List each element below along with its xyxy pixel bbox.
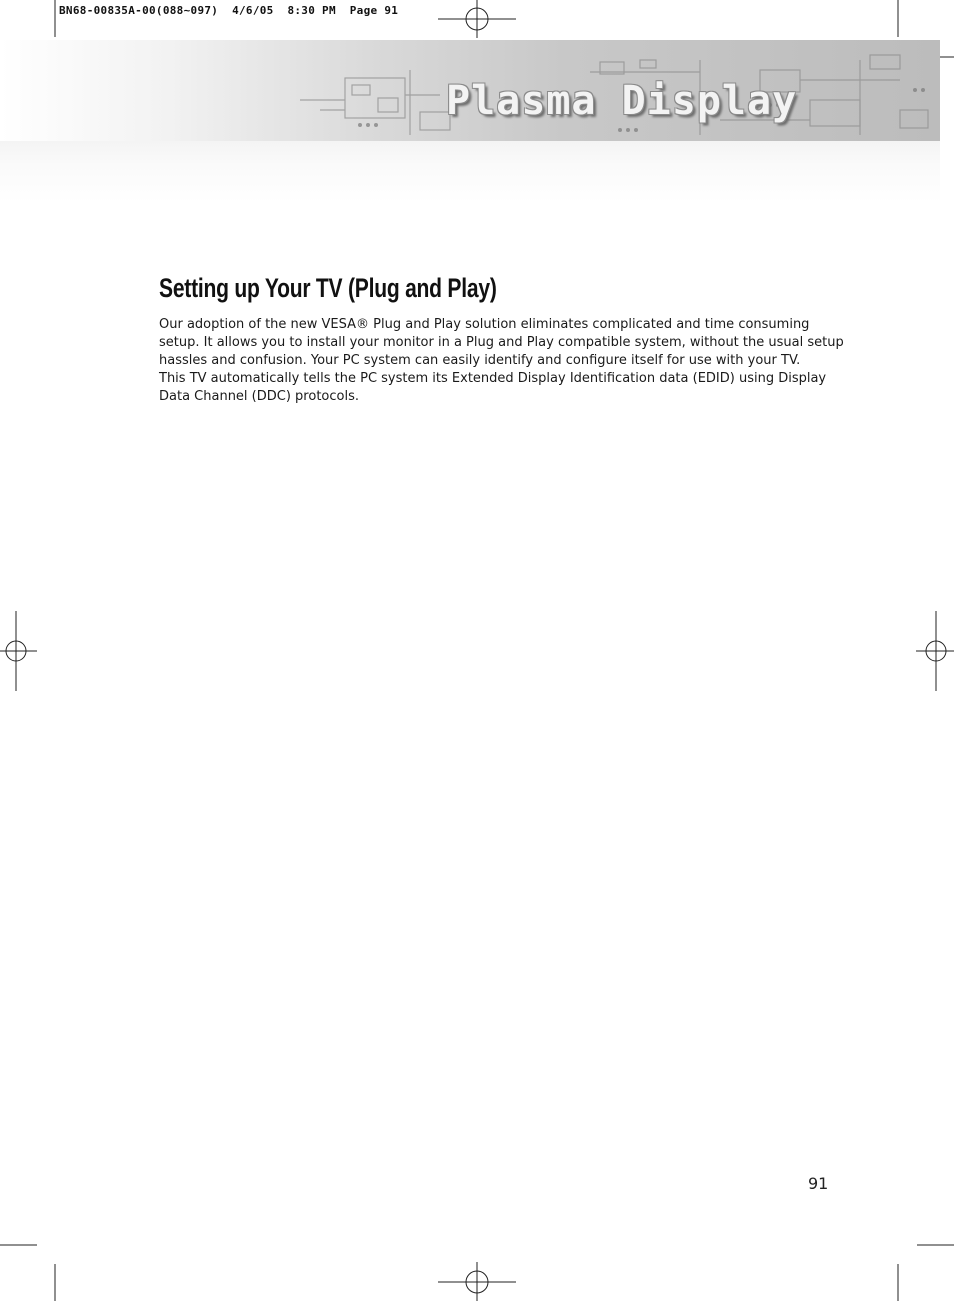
body-line: setup. It allows you to install your monitor in a Plug and Play compatible system, without the usual setup	[159, 335, 844, 350]
banner-title: Plasma Display	[446, 78, 798, 124]
body-line: Our adoption of the new VESA® Plug and Play solution eliminates complicated and time consuming	[159, 317, 810, 332]
registration-target-right	[916, 611, 954, 691]
body-line: hassles and confusion. Your PC system can easily identify and configure itself for use with your TV.	[159, 353, 801, 368]
registration-target-bottom	[438, 1262, 516, 1301]
section-body	[159, 316, 849, 406]
page-number: 91	[808, 1174, 829, 1193]
registration-target-left	[0, 611, 37, 691]
banner-fade	[0, 141, 940, 203]
registration-target-top	[438, 0, 516, 38]
print-slug: BN68-00835A-00(088~097) 4/6/05 8:30 PM Page 91	[59, 4, 399, 17]
body-line: This TV automatically tells the PC system its Extended Display Identification data (EDID) using Display	[159, 371, 827, 386]
section-heading: Setting up Your TV (Plug and Play)	[159, 273, 497, 303]
body-line: Data Channel (DDC) protocols.	[159, 389, 359, 404]
